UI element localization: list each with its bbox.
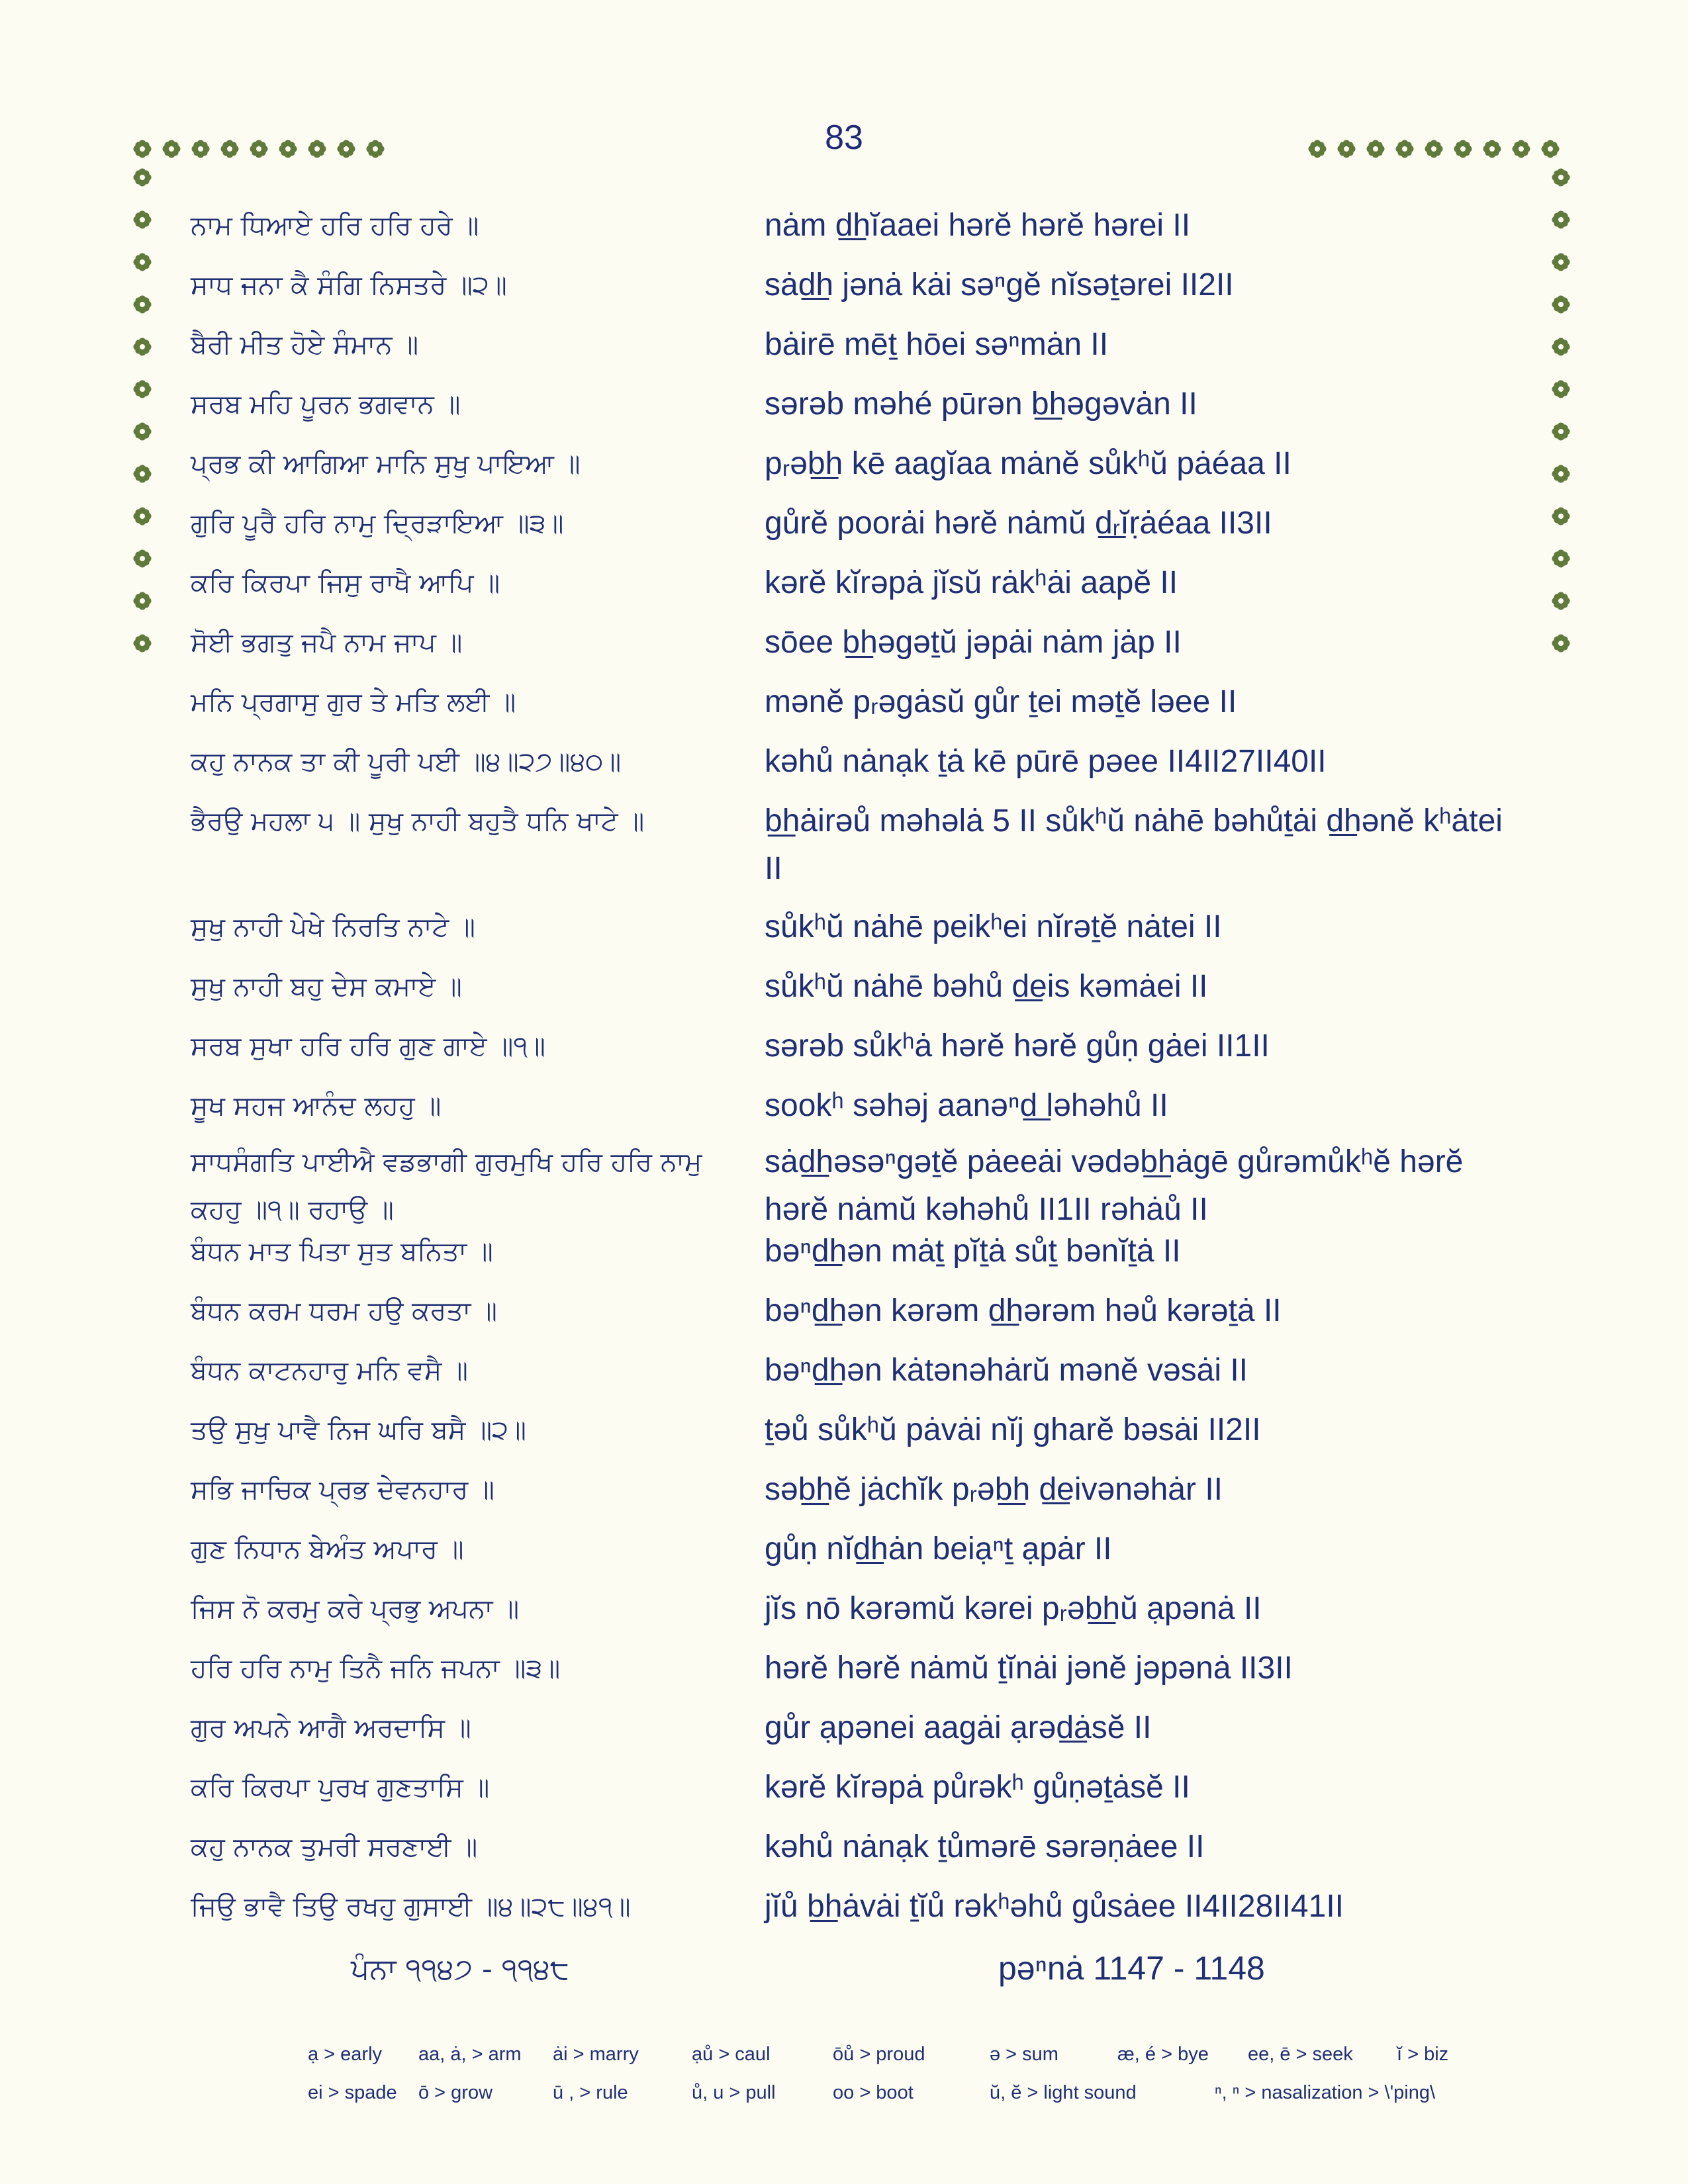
legend-entry: ŭ, ĕ > light sound — [990, 2082, 1137, 2103]
punjabi-line: ਨਾਮ ਧਿਆਏ ਹਰਿ ਹਰਿ ਹਰੇ ॥ — [191, 210, 479, 241]
punjabi-line: ਸਭਿ ਜਾਚਿਕ ਪ੍ਰਭ ਦੇਵਨਹਾਰ ॥ — [191, 1475, 494, 1505]
transliteration-line: bəⁿd͟hən kȧtənəhȧrŭ mənĕ vəsȧi II — [765, 1353, 1248, 1388]
transliteration-line: b͟hȧirəů məhəlȧ 5 II sůkʰŭ nȧhē bəhůṯȧi d͟hənĕ kʰȧtei II — [765, 803, 1503, 886]
punjabi-line: ਕਰਿ ਕਿਰਪਾ ਪੁਰਖ ਗੁਣਤਾਸਿ ॥ — [191, 1772, 490, 1803]
punjabi-line: ਜਿਸ ਨੋ ਕਰਮੁ ਕਰੇ ਪ੍ਰਭੁ ਅਪਨਾ ॥ — [191, 1594, 520, 1624]
transliteration-line: bəⁿd͟hən mȧṯ pĭṯȧ sůṯ bənĭṯȧ II — [765, 1234, 1181, 1269]
punjabi-line: ਸਾਧਸੰਗਤਿ ਪਾਈਐ ਵਡਭਾਗੀ ਗੁਰਮੁਖਿ ਹਰਿ ਹਰਿ ਨਾਮੁ ਕਹਹੁ ॥੧॥ ਰਹਾਉ ॥ — [191, 1147, 702, 1225]
transliteration-line: bəⁿd͟hən kərəm d͟hərəm həů kərəṯȧ II — [765, 1293, 1282, 1328]
transliteration-line: kəhů nȧnạk ṯȧ kē pūrē pəee II4II27II40II — [765, 744, 1327, 779]
punjabi-line: ਬੈਰੀ ਮੀਤ ਹੋਏ ਸੰਮਾਨ ॥ — [191, 330, 419, 360]
page-reference-punjabi: ਪੰਨਾ ੧੧੪੭ - ੧੧੪੮ — [351, 1952, 570, 1986]
punjabi-line: ਬੰਧਨ ਮਾਤ ਪਿਤਾ ਸੁਤ ਬਨਿਤਾ ॥ — [191, 1236, 493, 1267]
transliteration-line: sərəb məhé pūrən b͟həgəvȧn II — [765, 387, 1197, 422]
transliteration-line: jĭů b͟hȧvȧi ṯĭů rəkʰəhů gůsȧee II4II28II41II — [765, 1889, 1344, 1924]
punjabi-line: ਸੂਖ ਸਹਜ ਆਨੰਦ ਲਹਹੁ ॥ — [191, 1091, 442, 1121]
transliteration-line: kərĕ kĭrəpȧ půrəkʰ gůṇəṯȧsĕ II — [765, 1770, 1190, 1805]
legend-entry: ů, u > pull — [692, 2082, 776, 2103]
transliteration-line: kəhů nȧnạk ṯůmərē sərəṇȧee II — [765, 1829, 1205, 1864]
punjabi-line: ਸਾਧ ਜਨਾ ਕੈ ਸੰਗਿ ਨਿਸਤਰੇ ॥੨॥ — [191, 270, 507, 300]
punjabi-line: ਸਰਬ ਮਹਿ ਪੂਰਨ ਭਗਵਾਨ ॥ — [191, 389, 461, 420]
legend-entry: ⁿ, ⁿ > nasalization > \'ping\ — [1215, 2082, 1436, 2103]
punjabi-line: ਸੋਈ ਭਗਤੁ ਜਪੈ ਨਾਮ ਜਾਪ ॥ — [191, 627, 463, 658]
punjabi-line: ਗੁਰ ਅਪਨੇ ਆਗੈ ਅਰਦਾਸਿ ॥ — [191, 1713, 471, 1743]
punjabi-line: ਪ੍ਰਭ ਕੀ ਆਗਿਆ ਮਾਨਿ ਸੁਖੁ ਪਾਇਆ ॥ — [191, 449, 581, 479]
transliteration-line: gůrĕ poorȧi hərĕ nȧmŭ d͟ᵣĭṛȧéaa II3II — [765, 506, 1272, 541]
transliteration-line: nȧm d͟hĭaaei hərĕ hərĕ hərei II — [765, 208, 1191, 243]
transliteration-line: kərĕ kĭrəpȧ jĭsŭ rȧkʰȧi aapĕ II — [765, 565, 1178, 600]
legend-entry: ū , > rule — [553, 2082, 628, 2103]
punjabi-line: ਬੰਧਨ ਕਰਮ ਧਰਮ ਹਉ ਕਰਤਾ ॥ — [191, 1296, 498, 1326]
punjabi-line: ਕਰਿ ਕਿਰਪਾ ਜਿਸੁ ਰਾਖੈ ਆਪਿ ॥ — [191, 568, 500, 598]
punjabi-line: ਕਹੁ ਨਾਨਕ ਤੁਮਰੀ ਸਰਣਾਈ ॥ — [191, 1832, 478, 1862]
transliteration-line: sookʰ səhəj aanəⁿd͟ ləhəhů II — [765, 1088, 1168, 1123]
punjabi-line: ਕਹੁ ਨਾਨਕ ਤਾ ਕੀ ਪੂਰੀ ਪਈ ॥੪॥੨੭॥੪੦॥ — [191, 747, 622, 777]
legend-entry: ōů > proud — [833, 2044, 925, 2065]
transliteration-line: jĭs nō kərəmŭ kərei pᵣəb͟hŭ ạpənȧ II — [765, 1591, 1262, 1626]
punjabi-line: ਗੁਰਿ ਪੂਰੈ ਹਰਿ ਨਾਮੁ ਦ੍ਰਿੜਾਇਆ ॥੩॥ — [191, 508, 564, 539]
transliteration-line: bȧirē mēṯ hōei səⁿmȧn II — [765, 327, 1109, 362]
legend-entry: ạ > early — [308, 2044, 383, 2065]
legend-entry: æ, é > bye — [1117, 2044, 1209, 2065]
legend-entry: ei > spade — [308, 2082, 397, 2103]
punjabi-line: ਸੁਖੁ ਨਾਹੀ ਬਹੁ ਦੇਸ ਕਮਾਏ ॥ — [191, 972, 462, 1002]
legend-entry: ō > grow — [418, 2082, 493, 2103]
punjabi-line: ਹਰਿ ਹਰਿ ਨਾਮੁ ਤਿਨੈ ਜਨਿ ਜਪਨਾ ॥੩॥ — [191, 1653, 561, 1684]
punjabi-line: ਤਉ ਸੁਖੁ ਪਾਵੈ ਨਿਜ ਘਰਿ ਬਸੈ ॥੨॥ — [191, 1415, 526, 1445]
legend-entry: ȧi > marry — [553, 2044, 639, 2065]
transliteration-line: ṯəů sůkʰŭ pȧvȧi nĭj gharĕ bəsȧi II2II — [765, 1412, 1261, 1447]
transliteration-line: sůkʰŭ nȧhē peikʰei nĭrəṯĕ nȧtei II — [765, 909, 1222, 944]
punjabi-line: ਸੁਖੁ ਨਾਹੀ ਪੇਖੇ ਨਿਰਤਿ ਨਾਟੇ ॥ — [191, 912, 475, 942]
punjabi-line: ਬੰਧਨ ਕਾਟਨਹਾਰੁ ਮਨਿ ਵਸੈ ॥ — [191, 1355, 469, 1386]
transliteration-line: hərĕ hərĕ nȧmŭ ṯĭnȧi jənĕ jəpənȧ II3II — [765, 1651, 1293, 1686]
punjabi-line: ਮਨਿ ਪ੍ਰਗਾਸੁ ਗੁਰ ਤੇ ਮਤਿ ਲਈ ॥ — [191, 687, 516, 717]
page-reference-transliteration: pəⁿnȧ 1147 - 1148 — [998, 1950, 1265, 1987]
transliteration-line: mənĕ pᵣəgȧsŭ gůr ṯei məṯĕ ləee II — [765, 684, 1237, 719]
transliteration-line: gůṇ nĭd͟hȧn beiạⁿṯ ạpȧr II — [765, 1531, 1112, 1567]
legend-entry: ee, ē > seek — [1248, 2044, 1353, 2065]
legend-entry: ạů > caul — [692, 2044, 771, 2065]
punjabi-line: ਗੁਣ ਨਿਧਾਨ ਬੇਅੰਤ ਅਪਾਰ ॥ — [191, 1534, 464, 1565]
punjabi-line: ਭੈਰਉ ਮਹਲਾ ੫ ॥ ਸੁਖੁ ਨਾਹੀ ਬਹੁਤੈ ਧਨਿ ਖਾਟੇ ॥ — [191, 806, 645, 837]
legend-entry: ĭ > biz — [1397, 2044, 1449, 2065]
transliteration-line: sȧd͟h jənȧ kȧi səⁿgĕ nĭsəṯərei II2II — [765, 267, 1234, 302]
transliteration-line: sōee b͟həgəṯŭ jəpȧi nȧm jȧp II — [765, 625, 1182, 660]
page-number: 83 — [825, 118, 863, 157]
punjabi-line: ਸਰਬ ਸੁਖਾ ਹਰਿ ਹਰਿ ਗੁਣ ਗਾਏ ॥੧॥ — [191, 1031, 546, 1062]
transliteration-line: gůr ạpənei aagȧi ạrəd͟ȧsĕ II — [765, 1710, 1152, 1745]
punjabi-line: ਜਿਉ ਭਾਵੈ ਤਿਉ ਰਖਹੁ ਗੁਸਾਈ ॥੪॥੨੮॥੪੧॥ — [191, 1891, 631, 1922]
transliteration-line: sůkʰŭ nȧhē bəhů d͟eis kəmȧei II — [765, 969, 1208, 1004]
legend-entry: ə > sum — [990, 2044, 1058, 2065]
transliteration-line: səb͟hĕ jȧchĭk pᵣəb͟h d͟eivənəhȧr II — [765, 1472, 1223, 1507]
transliteration-line: pᵣəb͟h kē aagĭaa mȧnĕ sůkʰŭ pȧéaa II — [765, 446, 1291, 481]
legend-entry: aa, ȧ, > arm — [418, 2044, 522, 2065]
legend-entry: oo > boot — [833, 2082, 914, 2103]
transliteration-line: sȧd͟həsəⁿgəṯĕ pȧeeȧi vədəb͟hȧgē gůrəmůkʰĕ hərĕ hərĕ nȧmŭ kəhəhů II1II rəhȧů II — [765, 1144, 1464, 1227]
transliteration-line: sərəb sůkʰȧ hərĕ hərĕ gůṇ gȧei II1II — [765, 1028, 1270, 1064]
